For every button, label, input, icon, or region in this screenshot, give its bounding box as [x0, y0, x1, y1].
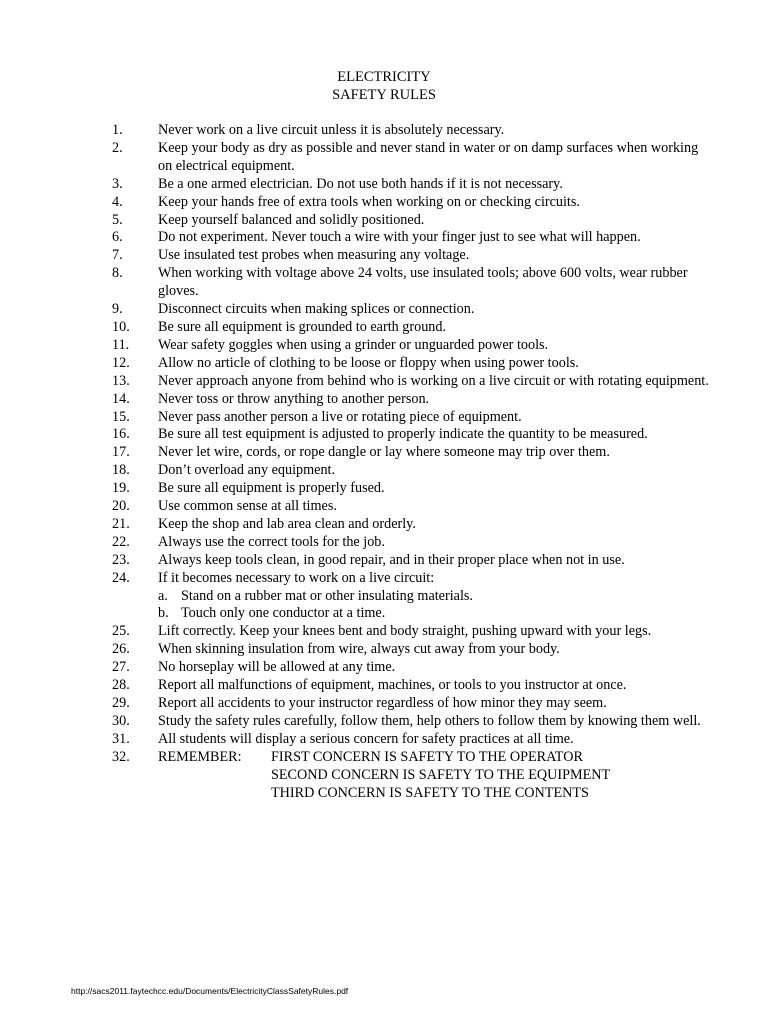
rule-number: 31.: [112, 730, 130, 747]
rule-item: [112, 534, 712, 552]
rule-item: [112, 480, 712, 498]
rule-item: [112, 623, 712, 641]
rule-item: [112, 498, 712, 516]
rule-text: Report all accidents to your instructor regardless of how minor they may seem.: [158, 695, 607, 711]
rule-item: [112, 176, 712, 194]
title-line-1: ELECTRICITY: [337, 69, 431, 85]
rule-number: 19.: [112, 480, 130, 497]
rule-text: Don’t overload any equipment.: [158, 462, 336, 479]
remember-line: THIRD CONCERN IS SAFETY TO THE CONTENTS: [271, 784, 589, 801]
rule-item: [112, 713, 712, 731]
rule-item: [112, 122, 712, 140]
sub-item-letter: b.: [158, 605, 169, 622]
rule-text: Keep your body as dry as possible and never stand in water or on damp surfaces when working on electrical equipment.: [158, 139, 699, 174]
rule-number: 8.: [112, 265, 123, 282]
rule-number: 7.: [112, 247, 123, 264]
rule-item: [112, 409, 712, 427]
rule-item-remember: [112, 749, 712, 803]
rule-text: Allow no article of clothing to be loose or floppy when using power tools.: [158, 354, 579, 371]
rule-text: Use common sense at all times.: [158, 498, 337, 515]
sub-item: [158, 605, 712, 623]
rule-text: Do not experiment. Never touch a wire with your finger just to see what will happen.: [158, 229, 641, 246]
rule-item: [112, 444, 712, 462]
rule-text: Be sure all test equipment is adjusted to properly indicate the quantity to be measured.: [158, 426, 648, 443]
rule-item: [112, 229, 712, 247]
rule-text: Lift correctly. Keep your knees bent and body straight, pushing upward with your legs.: [158, 623, 652, 640]
rule-text: Report all malfunctions of equipment, machines, or tools to you instructor at once.: [158, 677, 627, 694]
remember-line: FIRST CONCERN IS SAFETY TO THE OPERATOR: [271, 748, 583, 765]
rule-text: Keep yourself balanced and solidly positioned.: [158, 211, 425, 228]
rule-item: [112, 516, 712, 534]
document-title: [0, 68, 768, 104]
rule-item: [112, 641, 712, 659]
rule-number: 30.: [112, 712, 130, 729]
rule-item: [112, 731, 712, 749]
footer-url: http://sacs2011.faytechcc.edu/Documents/ElectricityClassSafetyRules.pdf: [71, 986, 349, 996]
rule-text: Study the safety rules carefully, follow them, help others to follow them by knowing them well.: [158, 712, 701, 729]
sub-item-text: Touch only one conductor at a time.: [181, 605, 386, 622]
rule-text: Be sure all equipment is properly fused.: [158, 480, 385, 497]
rule-item: [112, 695, 712, 713]
rule-item: [112, 570, 712, 624]
rule-item: [112, 140, 712, 176]
rule-text: All students will display a serious concern for safety practices at all time.: [158, 730, 574, 747]
rule-text: Use insulated test probes when measuring any voltage.: [158, 247, 470, 264]
rule-item: [112, 677, 712, 695]
rule-text: No horseplay will be allowed at any time.: [158, 659, 396, 676]
rule-text: Be sure all equipment is grounded to earth ground.: [158, 318, 447, 335]
rule-item: [112, 659, 712, 677]
remember-row: [158, 767, 712, 785]
rule-number: 3.: [112, 175, 123, 192]
rule-item: [112, 337, 712, 355]
rule-number: 12.: [112, 354, 130, 371]
rule-text: Keep the shop and lab area clean and orderly.: [158, 515, 416, 532]
rule-text: Disconnect circuits when making splices or connection.: [158, 301, 475, 318]
rule-item: [112, 391, 712, 409]
rule-item: [112, 194, 712, 212]
rule-number: 10.: [112, 318, 130, 335]
rule-number: 29.: [112, 695, 130, 711]
title-line-2: SAFETY RULES: [332, 87, 436, 103]
rule-number: 5.: [112, 211, 123, 228]
rule-item: [112, 426, 712, 444]
rule-text: Never approach anyone from behind who is working on a live circuit or with rotating equipment.: [158, 372, 709, 389]
rule-text: Keep your hands free of extra tools when working on or checking circuits.: [158, 193, 580, 210]
sub-item-text: Stand on a rubber mat or other insulating materials.: [181, 587, 473, 604]
rule-number: 25.: [112, 623, 130, 640]
rule-number: 24.: [112, 569, 130, 586]
rule-number: 27.: [112, 659, 130, 676]
rule-number: 4.: [112, 193, 123, 210]
rule-item: [112, 373, 712, 391]
remember-row: [158, 785, 712, 803]
rule-text: Wear safety goggles when using a grinder or unguarded power tools.: [158, 336, 549, 353]
rule-number: 14.: [112, 390, 130, 407]
rule-text: When skinning insulation from wire, always cut away from your body.: [158, 641, 560, 658]
rule-24-text: If it becomes necessary to work on a live circuit:: [158, 569, 435, 586]
rule-item: [112, 355, 712, 373]
rule-item: [112, 319, 712, 337]
rule-number: 1.: [112, 122, 123, 138]
rule-text: [158, 749, 712, 803]
rule-number: 17.: [112, 444, 130, 461]
rule-number: 21.: [112, 515, 130, 532]
rule-number: 9.: [112, 301, 123, 318]
rule-number: 23.: [112, 551, 130, 568]
rule-text: [158, 570, 712, 624]
rule-item: [112, 265, 712, 301]
rule-item: [112, 462, 712, 480]
rule-item: [112, 552, 712, 570]
rule-number: 11.: [112, 336, 130, 353]
rule-number: 22.: [112, 533, 130, 550]
rule-number: 20.: [112, 498, 130, 515]
rule-text: Never work on a live circuit unless it is absolutely necessary.: [158, 122, 505, 138]
rule-item: [112, 247, 712, 265]
rule-text: Always use the correct tools for the job.: [158, 533, 385, 550]
rule-text: When working with voltage above 24 volts, use insulated tools; above 600 volts, wear rubber gloves.: [158, 265, 688, 300]
rule-item: [112, 301, 712, 319]
rule-text: Never pass another person a live or rotating piece of equipment.: [158, 408, 522, 425]
rule-number: 16.: [112, 426, 130, 443]
rule-number: 28.: [112, 677, 130, 694]
rule-item: [112, 212, 712, 230]
rule-number: 6.: [112, 229, 123, 246]
remember-line: SECOND CONCERN IS SAFETY TO THE EQUIPMENT: [271, 766, 611, 783]
rule-number: 32.: [112, 748, 130, 765]
rule-text: Always keep tools clean, in good repair, and in their proper place when not in use.: [158, 551, 625, 568]
rule-text: Be a one armed electrician. Do not use both hands if it is not necessary.: [158, 175, 563, 192]
rule-number: 15.: [112, 408, 130, 425]
rule-number: 2.: [112, 139, 123, 156]
remember-label: REMEMBER:: [158, 748, 242, 765]
rule-text: Never toss or throw anything to another person.: [158, 390, 430, 407]
rule-number: 18.: [112, 462, 130, 479]
rules-list: [112, 122, 712, 802]
rule-number: 26.: [112, 641, 130, 658]
remember-row: [158, 749, 712, 767]
sub-item-letter: a.: [158, 587, 168, 604]
sub-item: [158, 588, 712, 606]
rule-number: 13.: [112, 372, 130, 389]
rule-text: Never let wire, cords, or rope dangle or lay where someone may trip over them.: [158, 444, 610, 461]
